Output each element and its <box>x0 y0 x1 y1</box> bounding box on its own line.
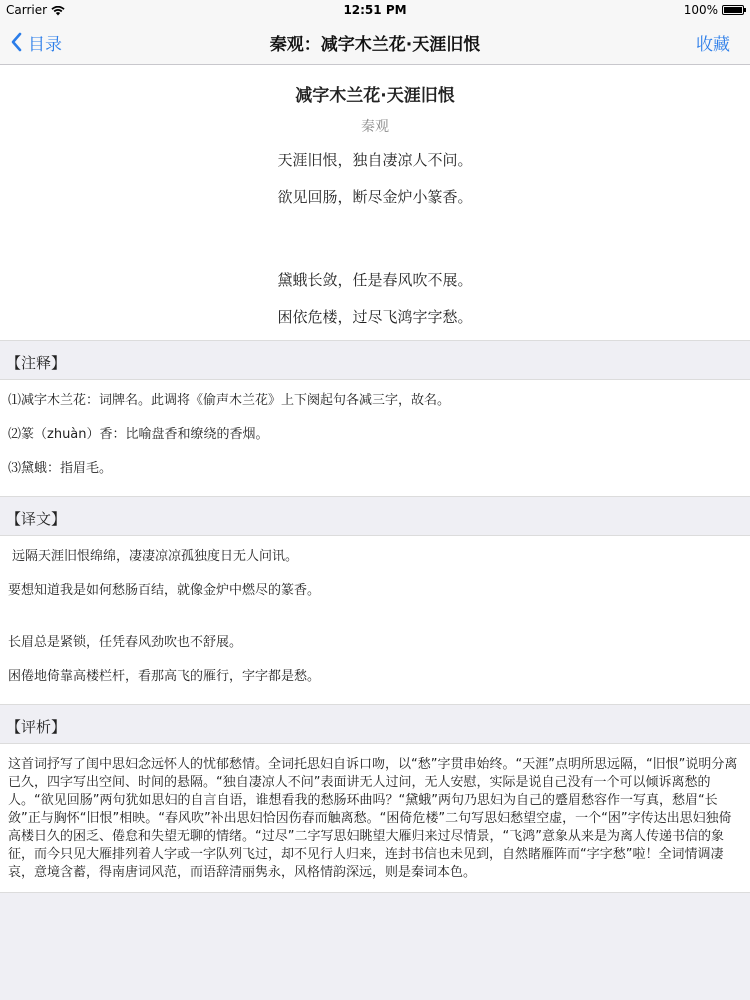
notes-header: 【注释】 <box>0 341 750 379</box>
translation-line: 要想知道我是如何愁肠百结，就像金炉中燃尽的篆香。 <box>8 583 321 598</box>
stanza-break <box>0 224 750 270</box>
note-item: ⑶黛蛾：指眉毛。 <box>8 461 113 476</box>
translation-line: 困倦地倚靠高楼栏杆，看那高飞的雁行，字字都是愁。 <box>8 669 321 684</box>
battery-icon <box>722 5 744 15</box>
review-header: 【评析】 <box>0 705 750 743</box>
favorite-button[interactable]: 收藏 <box>696 34 730 55</box>
status-right <box>684 3 744 17</box>
poem-line: 欲见回肠，断尽金炉小篆香。 <box>277 188 473 206</box>
poem-title: 减字木兰花·天涯旧恨 <box>295 86 455 106</box>
translation-section <box>0 535 750 705</box>
page-title: 秦观：减字木兰花·天涯旧恨 <box>269 34 481 55</box>
poem-body <box>0 150 750 328</box>
translation-header: 【译文】 <box>0 497 750 535</box>
carrier-label: Carrier <box>6 3 48 17</box>
translation-line: 长眉总是紧锁，任凭春风劲吹也不舒展。 <box>8 635 243 650</box>
poem-card <box>0 65 750 341</box>
battery-percent: 100% <box>683 3 718 17</box>
navigation-bar <box>0 20 750 65</box>
note-item: ⑵篆（zhuàn）香：比喻盘香和缭绕的香烟。 <box>8 427 269 442</box>
review-text: 这首词抒写了闺中思妇念远怀人的忧郁愁情。全词托思妇自诉口吻，以“愁”字贯串始终。“天涯”点明所思远隔，“旧恨”说明分离已久，四字写出空间、时间的悬隔。“独自凄凉人不问”表面讲无人过问，无人安慰，实际是说自己没有一个可以倾诉离愁的人。“欲见回肠”两句犹如思妇的自言自语，谁想看我的愁肠环曲吗？“黛蛾”两句乃思妇为自己的蹙眉愁容作一写真，愁眉“长敛”正与胸怀“旧恨”相映。“春风吹”补出思妇恰因伤春而触离愁。“困倚危楼”二句写思妇愁望空虚，一个“困”字传达出思妇独倚高楼日久的困乏、倦怠和失望无聊的情绪。“过尽”二字写思妇眺望大雁归来过尽情景，“飞鸿”意象从来是为离人传递书信的象征，而今只见大雁排列着人字或一字队列飞过，却不见行人归来，连封书信也未见到，自然睹雁阵而“字字愁”啦！全词情调凄哀，意境含蓄，得南唐词风范，而语辞清丽隽永，风格情韵深远，则是秦词本色。 <box>8 757 738 880</box>
status-bar <box>0 0 750 20</box>
poem-line: 困依危楼，过尽飞鸿字字愁。 <box>277 308 473 326</box>
status-time: 12:51 PM <box>343 3 407 17</box>
review-section <box>0 743 750 893</box>
paragraph-break <box>8 616 742 634</box>
translation-line: 远隔天涯旧恨绵绵，凄凄凉凉孤独度日无人问讯。 <box>12 549 299 564</box>
poem-author: 秦观 <box>361 119 389 135</box>
poem-line: 黛蛾长敛，任是春风吹不展。 <box>277 271 473 289</box>
back-label: 目录 <box>28 34 62 55</box>
note-item: ⑴减字木兰花：词牌名。此调将《偷声木兰花》上下阕起句各减三字，故名。 <box>8 393 451 408</box>
notes-section <box>0 379 750 497</box>
poem-line: 天涯旧恨，独自凄凉人不问。 <box>277 151 473 169</box>
